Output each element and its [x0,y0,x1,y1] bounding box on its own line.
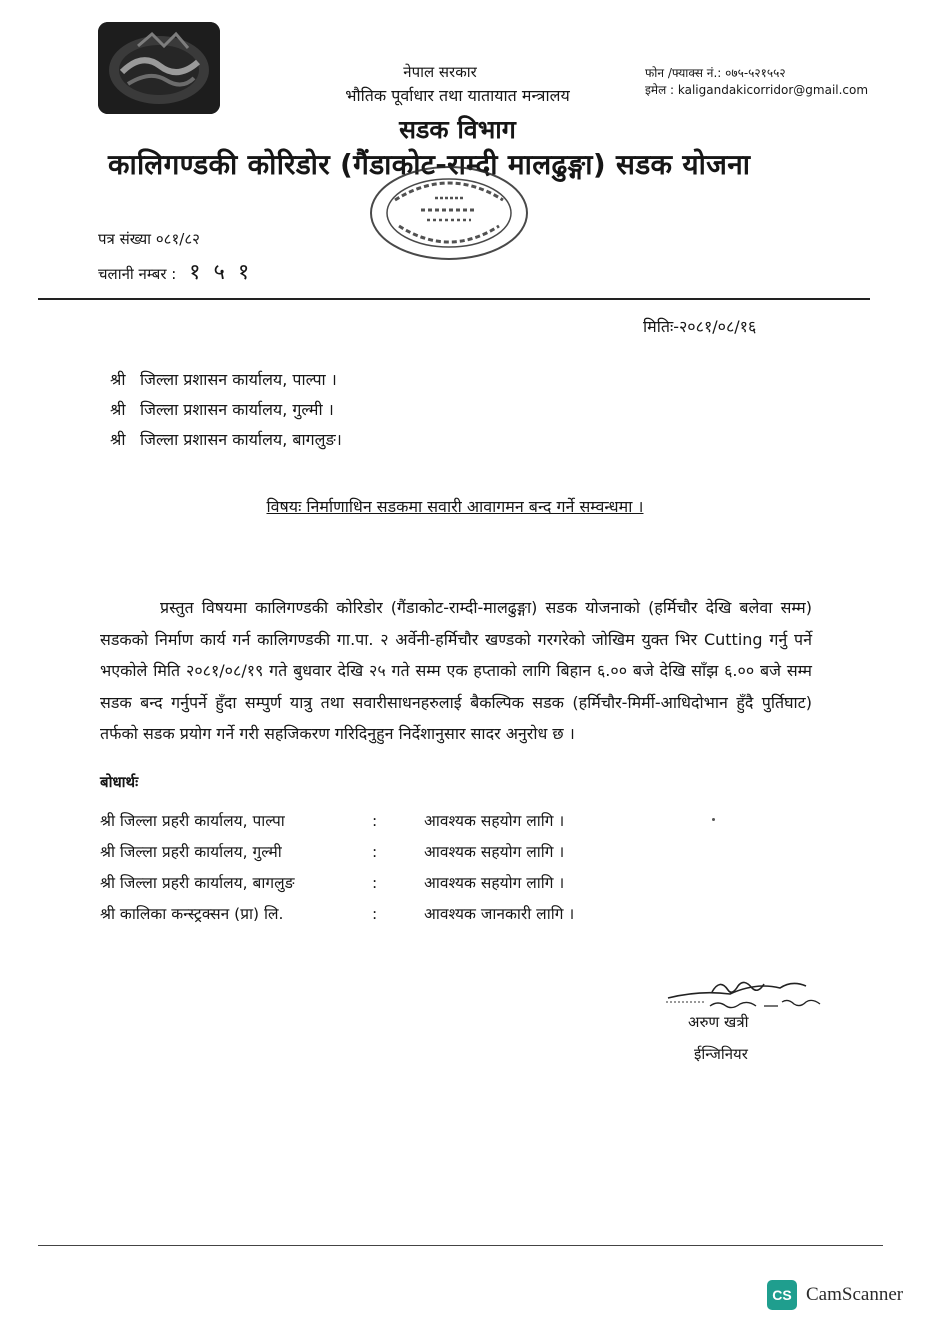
recipient-item [110,425,342,455]
reference-label: पत्र संख्या [98,230,152,248]
cc-purpose: आवश्यक सहयोग लागि । [424,874,565,892]
camscanner-watermark: CamScanner [806,1284,904,1305]
cc-colon: : [372,905,378,923]
footer-divider [38,1245,883,1246]
dispatch-label: चलानी नम्बर : [98,265,177,283]
government-name: नेपाल सरकार [403,63,477,81]
letter-subject [0,495,910,517]
cc-item [100,868,724,899]
department-title: सडक विभाग [399,115,516,144]
contact-phone: फोन /फ्याक्स नं.: ०७५-५२१५५२ [645,66,786,80]
cc-list [100,806,724,930]
header-divider [38,298,870,300]
signatory-name: अरुण खत्री [688,1013,749,1031]
reference-value: ०८१/८२ [155,230,200,248]
recipient-item [110,395,342,425]
cc-item [100,806,724,837]
recipient-list [110,365,342,455]
dispatch-number [98,256,252,286]
cc-label: बोधार्थः [100,773,139,791]
recipient-prefix: श्री [110,370,126,389]
letter-date: मितिः-२०८१/०८/१६ [643,317,757,336]
cc-recipient: श्री जिल्ला प्रहरी कार्यालय, पाल्पा [100,812,285,830]
recipient-item [110,365,342,395]
recipient-text: जिल्ला प्रशासन कार्यालय, पाल्पा । [140,370,337,389]
cc-purpose: आवश्यक सहयोग लागि । [424,812,565,830]
cc-purpose: आवश्यक सहयोग लागि । [424,843,565,861]
recipient-text: जिल्ला प्रशासन कार्यालय, गुल्मी । [140,400,334,419]
recipient-text: जिल्ला प्रशासन कार्यालय, बागलुङ। [140,430,342,449]
signatory-title: ईन्जिनियर [694,1045,748,1063]
cc-recipient: श्री जिल्ला प्रहरी कार्यालय, गुल्मी [100,843,282,861]
dispatch-value: १ ५ १ [189,260,253,285]
handwritten-signature [660,972,840,1020]
subject-text: विषयः निर्माणाधिन सडकमा सवारी आवागमन बन्द गर्ने सम्वन्धमा । [266,497,644,516]
cc-item [100,899,724,930]
cc-recipient: श्री जिल्ला प्रहरी कार्यालय, बागलुङ [100,874,295,892]
recipient-prefix: श्री [110,400,126,419]
letter-reference [98,229,200,249]
cc-item [100,837,724,868]
recipient-prefix: श्री [110,430,126,449]
cc-colon: : [372,843,378,861]
official-stamp [365,160,533,266]
cc-colon: : [372,874,378,892]
camscanner-logo: CS [767,1280,797,1310]
ministry-name: भौतिक पूर्वाधार तथा यातायात मन्त्रालय [345,86,570,105]
project-title: कालिगण्डकी कोरिडोर (गैंडाकोट-राम्दी मालढुङ्गा) सडक योजना [108,148,751,181]
scan-speck [712,818,715,821]
cc-recipient: श्री कालिका कन्स्ट्रक्सन (प्रा) लि. [100,905,284,923]
cc-colon: : [372,812,378,830]
contact-email: इमेल : kaligandakicorridor@gmail.com [645,83,869,97]
cc-purpose: आवश्यक जानकारी लागि । [424,905,575,923]
letter-body: प्रस्तुत विषयमा कालिगण्डकी कोरिडोर (गैंडाकोट-राम्दी-मालढुङ्गा) सडक योजनाको (हर्मिचौर देखि बलेवा सम्म) सडकको निर्माण कार्य गर्न कालिगण्डकी गा.पा. २ अर्वेनी-हर्मिचौर खण्डको गरगरेको जोखिम युक्त भिर Cutting गर्नु पर्ने भएकोले मिति २०८१/०८/१९ गते बुधवार देखि २५ गते सम्म एक हप्ताको लागि बिहान ६.०० बजे देखि साँझ ६.०० बजे सम्म सडक बन्द गर्नुपर्ने हुँदा सम्पुर्ण यात्रु तथा सवारीसाधनहरुलाई बैकल्पिक सडक (हर्मिचौर-मिर्मी-आधिदोभान हुँदै पुर्तिघाट) तर्फको सडक प्रयोग गर्ने गरी सहजिकरण गरिदिनुहुन निर्देशानुसार सादर अनुरोध छ । [100,598,812,744]
